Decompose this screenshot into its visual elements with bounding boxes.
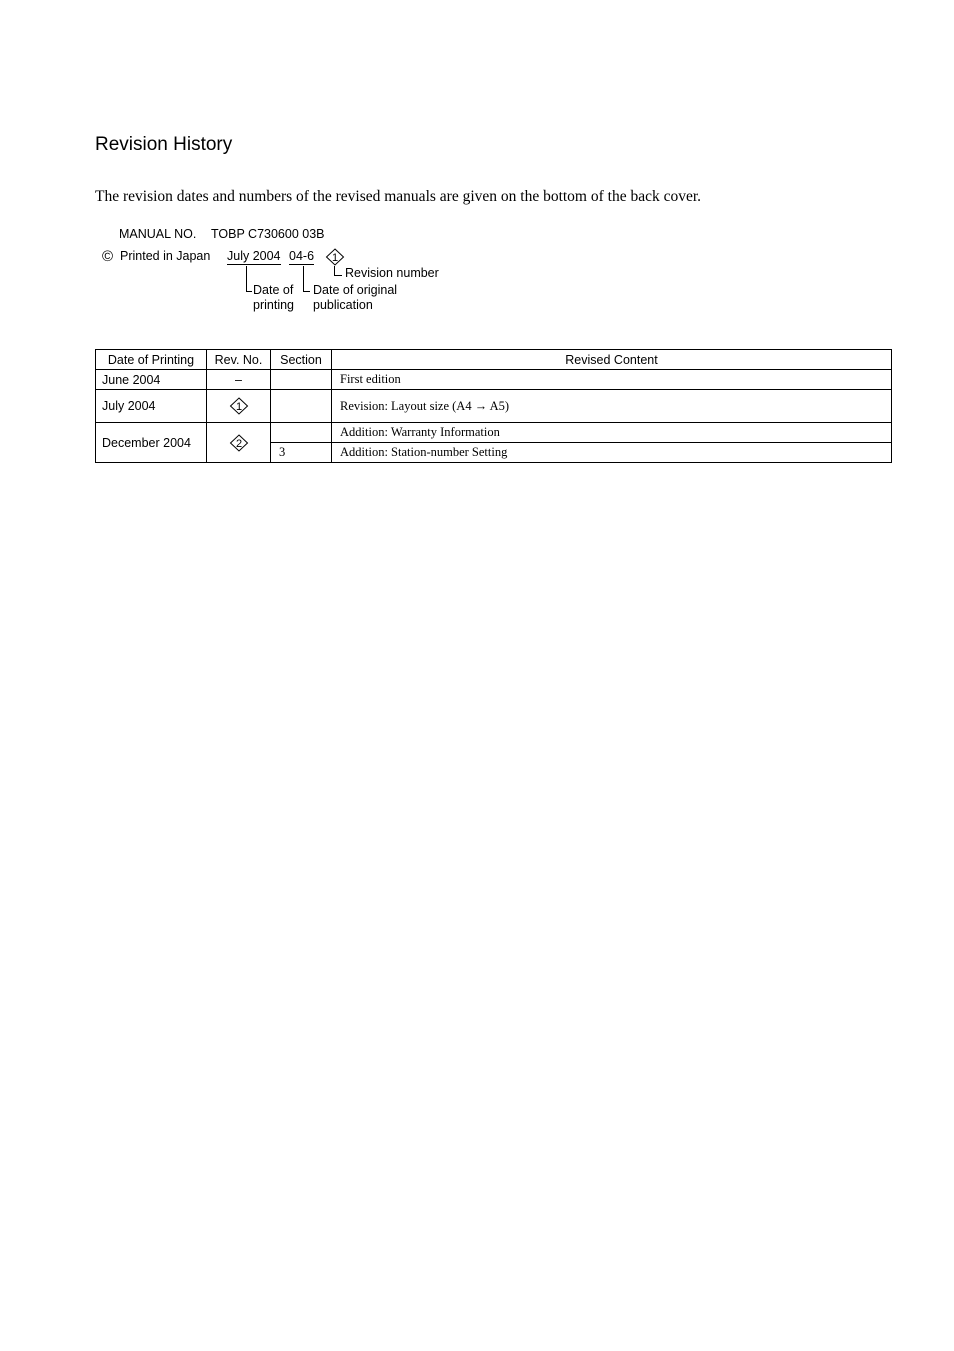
revision-mark-number: 2	[235, 437, 242, 450]
page-title: Revision History	[95, 134, 233, 155]
date-of-printing-label-2: printing	[253, 298, 294, 312]
row-date: December 2004	[96, 423, 207, 463]
row-section	[271, 390, 332, 423]
row-section	[271, 370, 332, 390]
revision-mark-icon	[229, 397, 249, 415]
row-content: Addition: Warranty Information	[332, 423, 892, 443]
table-row	[96, 390, 892, 423]
row-content: Revision: Layout size (A4 → A5)	[332, 390, 892, 423]
original-publication-label: Date of original	[313, 283, 398, 297]
printed-in-label: Printed in Japan	[120, 249, 211, 263]
row-rev: –	[207, 370, 271, 390]
row-section	[271, 423, 332, 443]
copyright-icon: ©	[102, 248, 114, 265]
table-header-row	[96, 350, 892, 370]
header-content: Revised Content	[332, 350, 892, 370]
original-publication-code: 04-6	[289, 249, 315, 263]
row-section: 3	[271, 443, 332, 463]
manual-no-label: MANUAL NO.	[119, 227, 197, 241]
revision-table	[95, 349, 892, 463]
revision-mark-number: 1	[331, 252, 339, 264]
revision-mark-number: 1	[235, 401, 242, 413]
revision-number-label: Revision number	[345, 266, 439, 280]
revision-code-example	[0, 0, 954, 330]
header-date: Date of Printing	[96, 350, 207, 370]
table-row	[96, 370, 892, 390]
original-publication-label-2: publication	[313, 298, 373, 312]
revision-mark-icon	[229, 434, 249, 452]
row-rev	[207, 423, 271, 463]
row-date: July 2004	[96, 390, 207, 423]
row-content: First edition	[332, 370, 892, 390]
row-rev	[207, 390, 271, 423]
table-row	[96, 423, 892, 443]
header-rev: Rev. No.	[207, 350, 271, 370]
date-of-printing-label: Date of	[253, 283, 294, 297]
revision-mark-icon	[325, 248, 345, 266]
header-section: Section	[271, 350, 332, 370]
date-of-printing-example: July 2004	[227, 249, 281, 263]
manual-number: TOBP C730600 03B	[211, 227, 325, 241]
row-content: Addition: Station-number Setting	[332, 443, 892, 463]
row-date: June 2004	[96, 370, 207, 390]
intro-text: The revision dates and numbers of the revised manuals are given on the bottom of the back cover.	[95, 188, 702, 205]
